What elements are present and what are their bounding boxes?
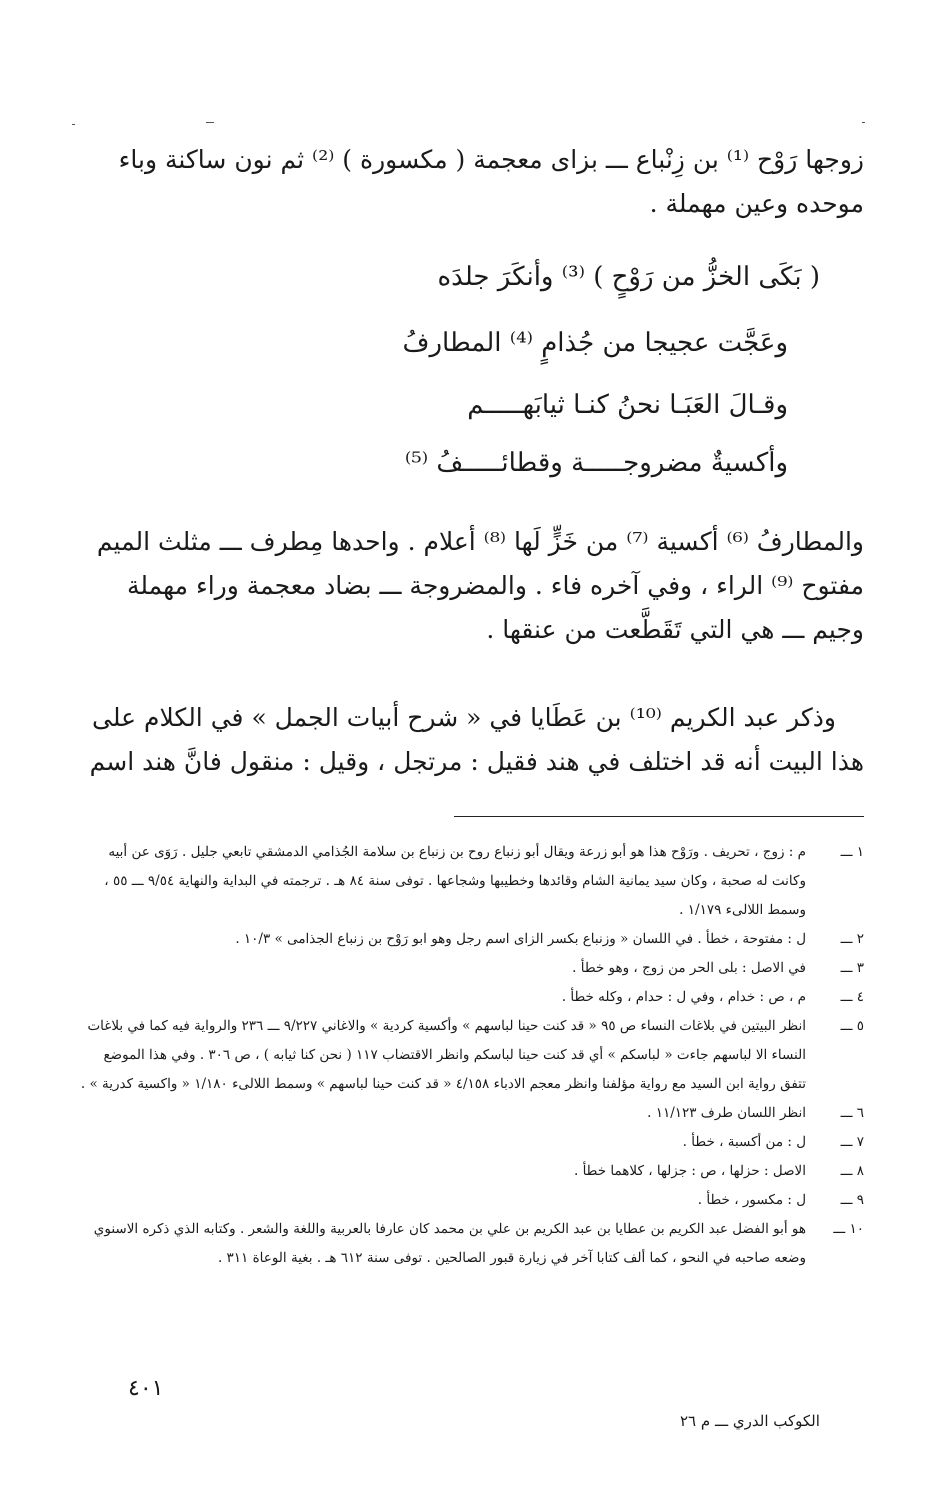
scan-mark xyxy=(72,124,75,125)
signature-mark: الكوكب الدري ـــ م ٢٦ xyxy=(680,1412,820,1430)
footnote-number: ٥ ـــ xyxy=(840,1018,864,1034)
footnote-number: ٤ ـــ xyxy=(840,989,864,1005)
footnote-number: ٨ ـــ xyxy=(840,1163,864,1179)
verse-line: وعَجَّت عجيجا من جُذامٍ ⁽⁴⁾ المطارفُ xyxy=(402,328,788,358)
footnote-text: ل : من أكسبة ، خطأ . xyxy=(682,1134,806,1150)
footnote-text: الاصل : حزلها ، ص : جزلها ، كلاهما خطأ . xyxy=(573,1163,806,1179)
footnote-number: ٩ ـــ xyxy=(840,1192,864,1208)
scan-mark xyxy=(862,122,865,123)
footnote-text: ل : مكسور ، خطأ . xyxy=(697,1192,806,1208)
footnote xyxy=(76,1128,864,1157)
paragraph: والمطارفُ ⁽⁶⁾ أكسية ⁽⁷⁾ من خَزٍّ لَها ⁽⁸⁾ أعلام . واحدها مِطرف ـــ مثلث الميم مفتوح ⁽⁹⁾ الراء ، وفي آخره فاء . والمضروجة ـــ بضاد معجمة وراء مهملة وجيم ـــ هي التي تَقَطَّعت من عنقها . xyxy=(96,527,864,644)
footnote xyxy=(76,983,864,1012)
footnote xyxy=(76,1157,864,1186)
footnote-text: انظر اللسان طرف ١١/١٢٣ . xyxy=(647,1105,806,1121)
footnote-number: ١ ـــ xyxy=(840,844,864,860)
paragraph: وذكر عبد الكريم ⁽¹⁰⁾ بن عَطَايا في « شرح أبيات الجمل » في الكلام على هذا البيت أنه قد اختلف في هند فقيل : مرتجل ، وقيل : منقول فانَّ هند اسم xyxy=(89,703,864,776)
verse-line: ( بَكَى الخزُّ من رَوْحٍ ) ⁽³⁾ وأنكَرَ جلدَه xyxy=(437,262,820,292)
footnote xyxy=(76,925,864,954)
footnote xyxy=(76,1099,864,1128)
scan-mark xyxy=(206,122,214,123)
footnote-number: ١٠ ـــ xyxy=(833,1221,864,1237)
page-number: ٤٠١ xyxy=(128,1376,164,1401)
footnote-divider xyxy=(454,816,864,817)
footnotes xyxy=(76,838,864,1273)
footnote-text: ل : مفتوحة ، خطأ . في اللسان « وزنباع بكسر الزاى اسم رجل وهو ابو رَوْح بن زنباع الجذامى » ١٠/٣ . xyxy=(235,931,806,947)
footnote-text: انظر البيتين في بلاغات النساء ص ٩٥ « قد كنت حينا لباسهم » وأكسية كردية » والاغاني ٩/٢٢٧ ـــ ٢٣٦ والرواية فيه كما في بلاغات النساء الا لباسهم جاءت « لباسكم » أي قد كنت حينا لباسكم وانظر الاقتضاب ١١٧ ( نحن كنا ثيابه ) ، ص ٣٠٦ . وفي هذا الموضع تتفق رواية ابن السيد مع رواية مؤلفنا وانظر معجم الادباء ٤/١٥٨ « قد كنت حينا لباسهم » وسمط اللالىء ١/١٨٠ « واكسية كدرية » . xyxy=(80,1018,806,1092)
footnote xyxy=(76,838,864,925)
footnote-text: م ، ص : خدام ، وفي ل : حدام ، وكله خطأ . xyxy=(561,989,806,1005)
footnote-text: م : زوج ، تحريف . ورَوْح هذا هو أبو زرعة ويقال أبو زنباع روح بن زنباع بن سلامة الجُذامي الدمشقي تابعي جليل . رَوَى عن أبيه وكانت له صحبة ، وكان سيد يمانية الشام وقائدها وخطيبها وشجاعها . توفى سنة ٨٤ هـ . ترجمته في البداية والنهاية ٩/٥٤ ـــ ٥٥ ، وسمط اللالىء ١/١٧٩ . xyxy=(104,844,806,918)
footnote xyxy=(76,1215,864,1273)
footnote-text: هو أبو الفضل عبد الكريم بن عطايا بن عبد الكريم بن علي بن محمد كان عارفا بالعربية واللغة والشعر . وكتابه الذي ذكره الاسنوي وضعه صاحبه في النحو ، كما ألف كتابا آخر في زيارة قبور الصالحين . توفى سنة ٦١٢ هـ . بغية الوعاة ٣١١ . xyxy=(93,1221,806,1266)
paragraph: زوجها رَوْح ⁽¹⁾ بن زِنْباع ـــ بزاى معجمة ( مكسورة ) ⁽²⁾ ثم نون ساكنة وباء موحده وعين مهملة . xyxy=(118,145,864,218)
footnote-text: في الاصل : بلى الحر من زوج ، وهو خطأ . xyxy=(572,960,806,976)
footnote-number: ٣ ـــ xyxy=(840,960,864,976)
footnote xyxy=(76,1186,864,1215)
footnote xyxy=(76,1012,864,1099)
verse-line: وقـالَ العَبَـا نحنُ كنـا ثيابَهـــــم xyxy=(467,390,788,420)
footnote xyxy=(76,954,864,983)
footnote-number: ٢ ـــ xyxy=(840,931,864,947)
footnote-number: ٧ ـــ xyxy=(840,1134,864,1150)
footnote-number: ٦ ـــ xyxy=(840,1105,864,1121)
verse-line: وأكسيةٌ مضروجـــــة وقطائـــــفُ ⁽⁵⁾ xyxy=(404,448,788,478)
